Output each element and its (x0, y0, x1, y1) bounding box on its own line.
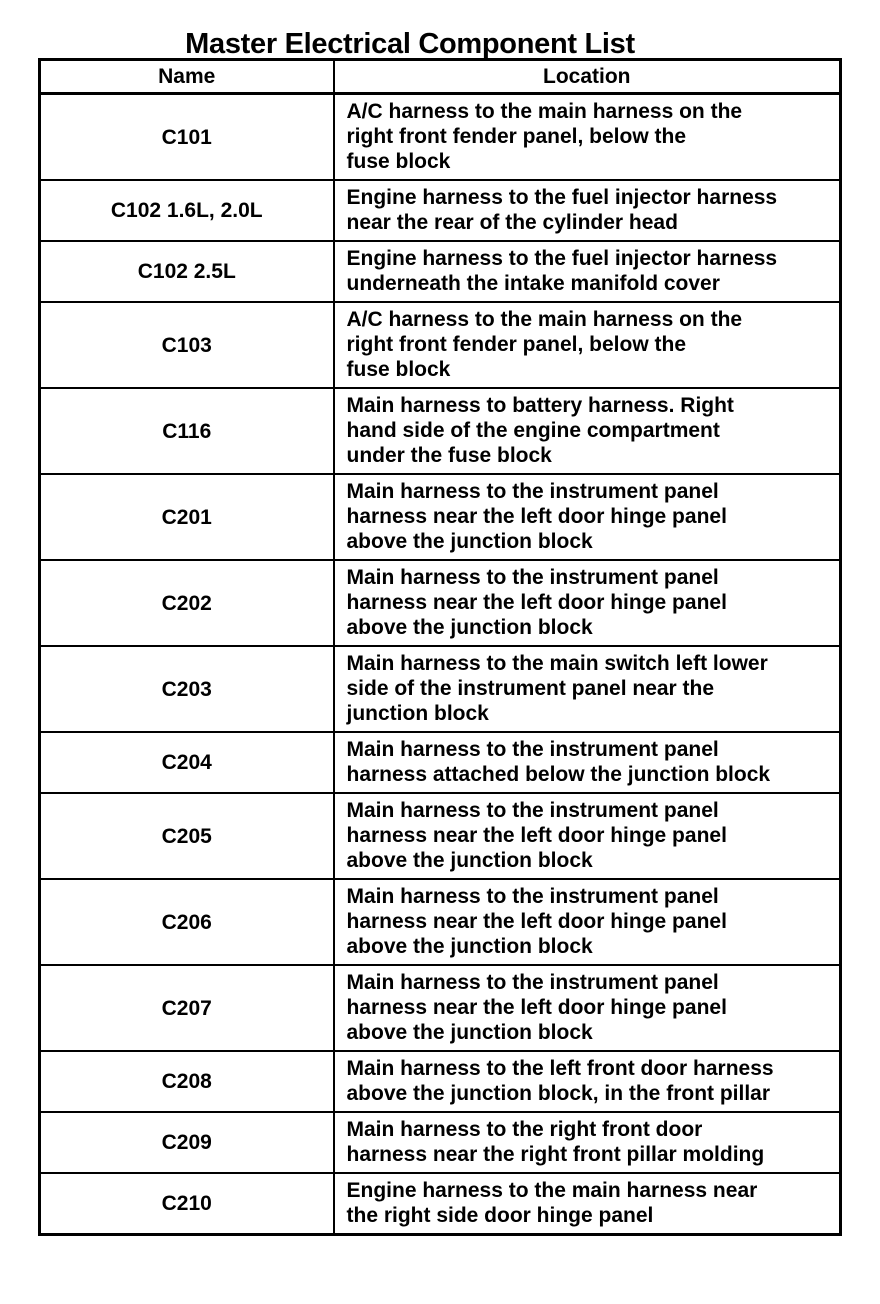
location-line: harness near the left door hinge panel (346, 824, 727, 847)
component-location-cell (334, 879, 841, 965)
location-line: hand side of the engine compartment (346, 419, 720, 442)
component-location-cell (334, 1112, 841, 1173)
component-location-cell (334, 560, 841, 646)
table-header-row (40, 60, 841, 94)
page-title: Master Electrical Component List (185, 28, 635, 61)
component-name-cell: C208 (40, 1051, 334, 1112)
location-line: the right side door hinge panel (346, 1204, 654, 1227)
component-name-cell: C210 (40, 1173, 334, 1235)
component-table (38, 58, 842, 1236)
component-location-cell (334, 94, 841, 181)
location-line: harness near the left door hinge panel (346, 910, 727, 933)
component-name-cell: C103 (40, 302, 334, 388)
location-line: Main harness to the instrument panel (346, 971, 719, 994)
table-row (40, 965, 841, 1051)
component-name-cell: C102 2.5L (40, 241, 334, 302)
location-line: above the junction block (346, 849, 593, 872)
table-row (40, 1173, 841, 1235)
table-row (40, 94, 841, 181)
location-line: Engine harness to the main harness near (346, 1179, 758, 1202)
component-location-cell (334, 241, 841, 302)
component-name-cell: C203 (40, 646, 334, 732)
location-line: A/C harness to the main harness on the (346, 100, 743, 123)
component-location-cell (334, 965, 841, 1051)
location-line: Main harness to the instrument panel (346, 566, 719, 589)
location-line: Main harness to the main switch left lower (346, 652, 768, 675)
location-line: Main harness to the left front door harness (346, 1057, 774, 1080)
location-line: harness near the left door hinge panel (346, 505, 727, 528)
component-name-cell: C116 (40, 388, 334, 474)
location-line: Main harness to battery harness. Right (346, 394, 734, 417)
component-location-cell (334, 646, 841, 732)
location-line: right front fender panel, below the (346, 125, 687, 148)
location-line: A/C harness to the main harness on the (346, 308, 743, 331)
component-name-cell: C101 (40, 94, 334, 181)
component-name-cell: C102 1.6L, 2.0L (40, 180, 334, 241)
location-line: Main harness to the instrument panel (346, 799, 719, 822)
location-line: above the junction block, in the front pillar (346, 1082, 771, 1105)
location-line: Main harness to the instrument panel (346, 480, 719, 503)
location-line: harness near the left door hinge panel (346, 591, 727, 614)
table-row (40, 180, 841, 241)
location-line: Main harness to the instrument panel (346, 738, 719, 761)
location-line: Engine harness to the fuel injector harness (346, 247, 778, 270)
table-row (40, 879, 841, 965)
component-name-cell: C202 (40, 560, 334, 646)
column-header-name: Name (40, 60, 334, 94)
location-line: near the rear of the cylinder head (346, 211, 678, 234)
location-line: harness near the right front pillar molding (346, 1143, 765, 1166)
location-line: side of the instrument panel near the (346, 677, 715, 700)
table-row (40, 646, 841, 732)
component-name-cell: C207 (40, 965, 334, 1051)
location-line: under the fuse block (346, 444, 552, 467)
location-line: above the junction block (346, 616, 593, 639)
location-line: fuse block (346, 150, 451, 173)
component-location-cell (334, 793, 841, 879)
component-name-cell: C205 (40, 793, 334, 879)
location-line: right front fender panel, below the (346, 333, 687, 356)
table-row (40, 560, 841, 646)
table-row (40, 793, 841, 879)
component-location-cell (334, 388, 841, 474)
location-line: fuse block (346, 358, 451, 381)
component-location-cell (334, 180, 841, 241)
component-name-cell: C209 (40, 1112, 334, 1173)
table-row (40, 474, 841, 560)
table-row (40, 302, 841, 388)
component-name-cell: C204 (40, 732, 334, 793)
location-line: above the junction block (346, 530, 593, 553)
location-line: above the junction block (346, 935, 593, 958)
component-location-cell (334, 1051, 841, 1112)
location-line: Engine harness to the fuel injector harness (346, 186, 778, 209)
component-name-cell: C206 (40, 879, 334, 965)
table-row (40, 732, 841, 793)
column-header-location: Location (334, 60, 841, 94)
table-body (40, 94, 841, 1235)
table-row (40, 388, 841, 474)
component-location-cell (334, 732, 841, 793)
table-row (40, 1112, 841, 1173)
location-line: harness attached below the junction block (346, 763, 771, 786)
table-row (40, 241, 841, 302)
location-line: harness near the left door hinge panel (346, 996, 727, 1019)
component-name-cell: C201 (40, 474, 334, 560)
location-line: Main harness to the instrument panel (346, 885, 719, 908)
location-line: Main harness to the right front door (346, 1118, 703, 1141)
component-location-cell (334, 1173, 841, 1235)
location-line: above the junction block (346, 1021, 593, 1044)
location-line: underneath the intake manifold cover (346, 272, 720, 295)
table-row (40, 1051, 841, 1112)
component-location-cell (334, 474, 841, 560)
component-location-cell (334, 302, 841, 388)
location-line: junction block (346, 702, 489, 725)
